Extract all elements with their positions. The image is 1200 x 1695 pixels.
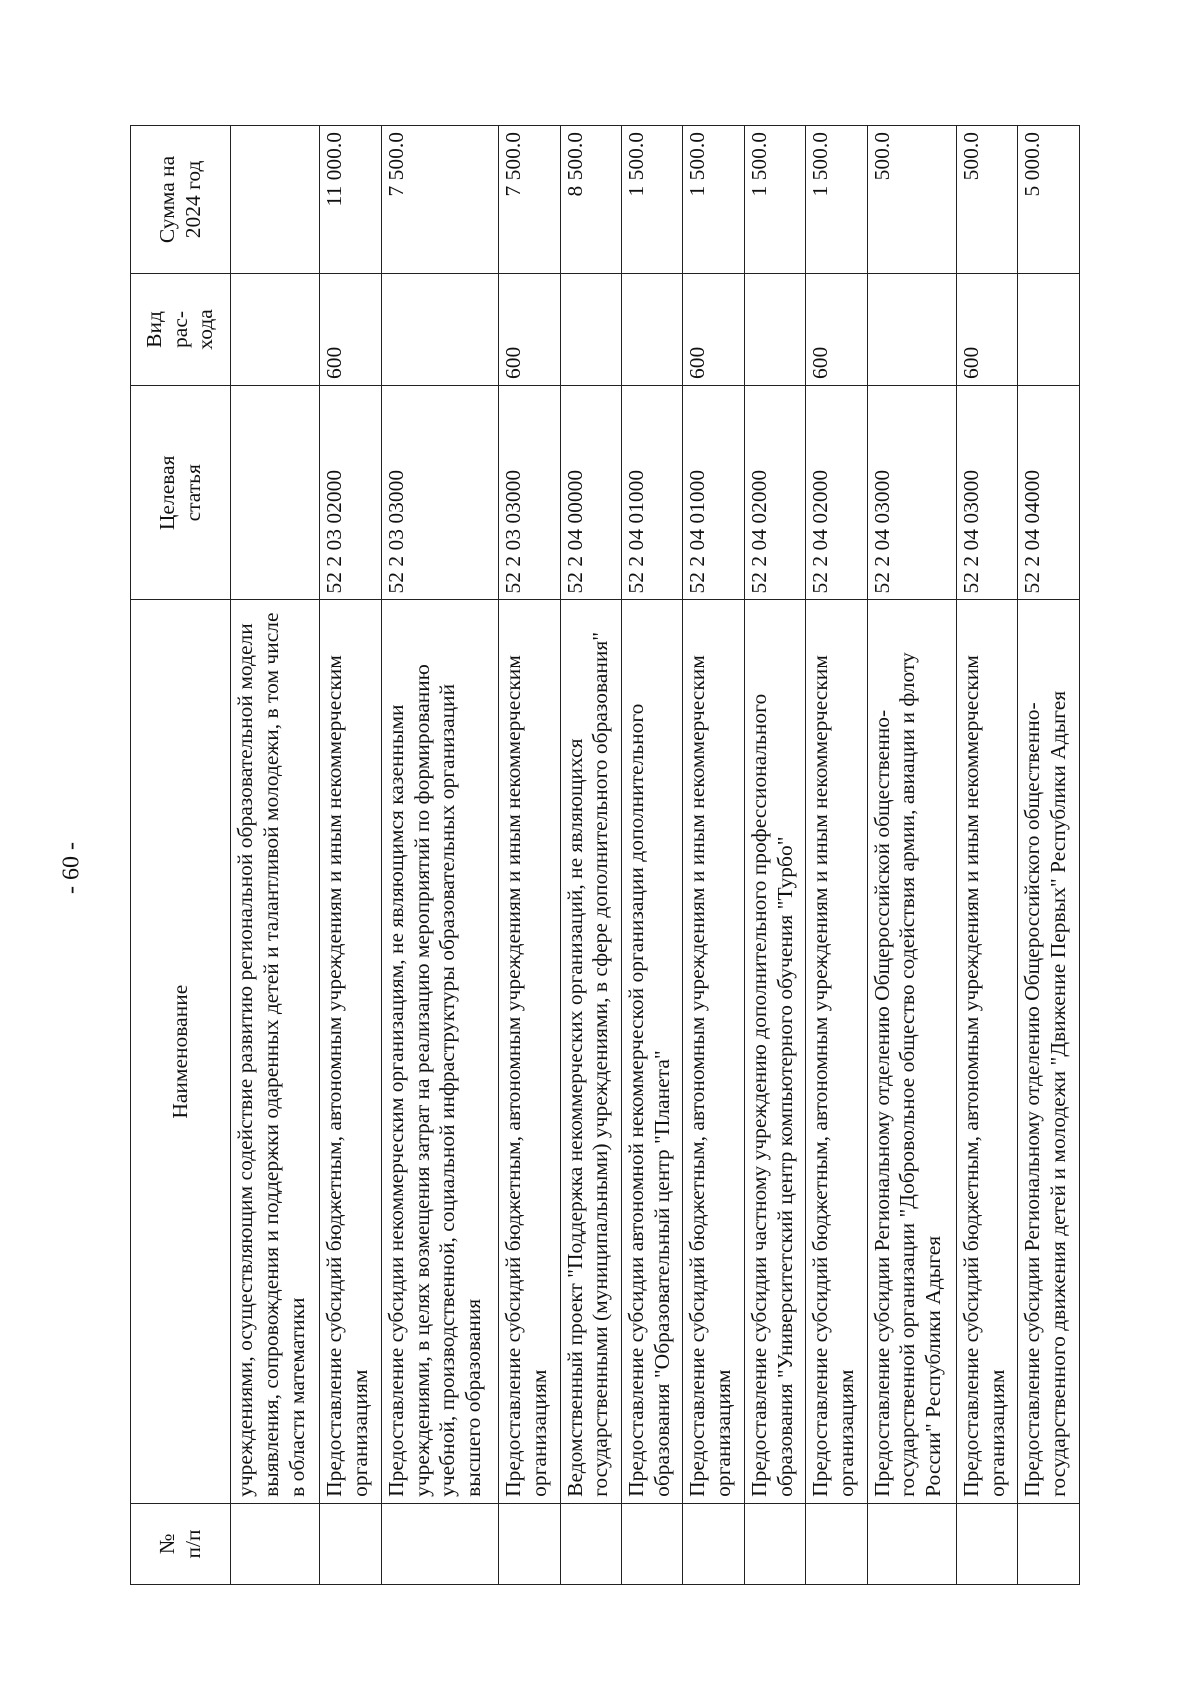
- cell-sum: 7 500.0: [499, 126, 560, 274]
- cell-name: Предоставление субсидии Региональному отделению Общероссийского общественно-государственного движения детей и молодежи "Движение Первых" Республики Адыгея: [1018, 600, 1080, 1503]
- cell-name: Предоставление субсидии автономной некоммерческой организации дополнительного образования "Образовательный центр "Планета": [622, 600, 683, 1503]
- cell-code: 52 2 04 01000: [683, 386, 744, 600]
- header-sum: Сумма на 2024 год: [131, 126, 231, 274]
- header-name: Наименование: [131, 600, 231, 1503]
- cell-num: [867, 1503, 956, 1584]
- table-row: [381, 126, 498, 1585]
- cell-sum: 500.0: [957, 126, 1018, 274]
- cell-kind: 600: [957, 273, 1018, 385]
- cell-name: Предоставление субсидий бюджетным, автономным учреждениям и иным некоммерческим организациям: [320, 600, 381, 1503]
- cell-sum: 8 500.0: [560, 126, 621, 274]
- cell-kind: 600: [806, 273, 867, 385]
- cell-sum: 1 500.0: [806, 126, 867, 274]
- table-row: [622, 126, 683, 1585]
- cell-code: 52 2 04 02000: [744, 386, 805, 600]
- cell-kind: [381, 273, 498, 385]
- table-row: [1018, 126, 1080, 1585]
- header-kind: Вид рас- хода: [131, 273, 231, 385]
- cell-kind: [1018, 273, 1080, 385]
- cell-name: Предоставление субсидии частному учреждению дополнительного профессионального образования "Университетский центр компьютерного обучения "Турбо": [744, 600, 805, 1503]
- cell-name: Предоставление субсидий бюджетным, автономным учреждениям и иным некоммерческим организациям: [683, 600, 744, 1503]
- cell-name: Ведомственный проект "Поддержка некоммерческих организаций, не являющихся государственными (муниципальными) учреждениями, в сфере дополнительного образования": [560, 600, 621, 1503]
- cell-code: 52 2 04 00000: [560, 386, 621, 600]
- cell-sum: 5 000.0: [1018, 126, 1080, 274]
- table-row: [499, 126, 560, 1585]
- cell-name: Предоставление субсидий бюджетным, автономным учреждениям и иным некоммерческим организациям: [499, 600, 560, 1503]
- cell-code: 52 2 03 02000: [320, 386, 381, 600]
- cell-num: [381, 1503, 498, 1584]
- cell-kind: [744, 273, 805, 385]
- header-code: Целевая статья: [131, 386, 231, 600]
- cell-sum: 11 000.0: [320, 126, 381, 274]
- cell-sum: 500.0: [867, 126, 956, 274]
- header-num: № п/п: [131, 1503, 231, 1584]
- cell-code: 52 2 03 03000: [499, 386, 560, 600]
- cell-kind: [867, 273, 956, 385]
- cell-num: [744, 1503, 805, 1584]
- table-body: [231, 126, 1080, 1585]
- cell-name: учреждениями, осуществляющим содействие развитию региональной образовательной модели выявления, сопровождения и поддержки одаренных детей и талантливой молодежи, в том числе в области математики: [231, 600, 320, 1503]
- cell-name: Предоставление субсидии некоммерческим организациям, не являющимся казенными учреждениями, в целях возмещения затрат на реализацию мероприятий по формированию учебной, производственной, социальной инфраструктуры образовательных организаций высшего образования: [381, 600, 498, 1503]
- cell-name: Предоставление субсидий бюджетным, автономным учреждениям и иным некоммерческим организациям: [957, 600, 1018, 1503]
- cell-kind: 600: [499, 273, 560, 385]
- cell-num: [806, 1503, 867, 1584]
- cell-code: 52 2 04 03000: [957, 386, 1018, 600]
- cell-num: [683, 1503, 744, 1584]
- cell-code: [231, 386, 320, 600]
- budget-table: [130, 125, 1080, 1585]
- table-row: [320, 126, 381, 1585]
- cell-num: [957, 1503, 1018, 1584]
- cell-sum: 1 500.0: [744, 126, 805, 274]
- cell-name: Предоставление субсидий бюджетным, автономным учреждениям и иным некоммерческим организациям: [806, 600, 867, 1503]
- cell-num: [1018, 1503, 1080, 1584]
- cell-sum: 1 500.0: [622, 126, 683, 274]
- table-row: [560, 126, 621, 1585]
- cell-code: 52 2 04 01000: [622, 386, 683, 600]
- budget-table-sheet: [130, 125, 1080, 1585]
- cell-sum: [231, 126, 320, 274]
- page-number: - 60 -: [58, 842, 85, 894]
- cell-kind: 600: [320, 273, 381, 385]
- cell-code: 52 2 03 03000: [381, 386, 498, 600]
- table-row: [683, 126, 744, 1585]
- cell-num: [560, 1503, 621, 1584]
- cell-sum: 7 500.0: [381, 126, 498, 274]
- table-row: [957, 126, 1018, 1585]
- cell-sum: 1 500.0: [683, 126, 744, 274]
- cell-name: Предоставление субсидии Региональному отделению Общероссийской общественно-государственной организации "Добровольное общество содействия армии, авиации и флоту России" Республики Адыгея: [867, 600, 956, 1503]
- cell-num: [320, 1503, 381, 1584]
- cell-code: 52 2 04 03000: [867, 386, 956, 600]
- cell-kind: [231, 273, 320, 385]
- table-row: [867, 126, 956, 1585]
- cell-kind: [622, 273, 683, 385]
- cell-num: [499, 1503, 560, 1584]
- table-row: [231, 126, 320, 1585]
- cell-kind: [560, 273, 621, 385]
- cell-code: 52 2 04 04000: [1018, 386, 1080, 600]
- table-row: [744, 126, 805, 1585]
- table-row: [806, 126, 867, 1585]
- cell-num: [231, 1503, 320, 1584]
- cell-num: [622, 1503, 683, 1584]
- table-header-row: [131, 126, 231, 1585]
- cell-code: 52 2 04 02000: [806, 386, 867, 600]
- cell-kind: 600: [683, 273, 744, 385]
